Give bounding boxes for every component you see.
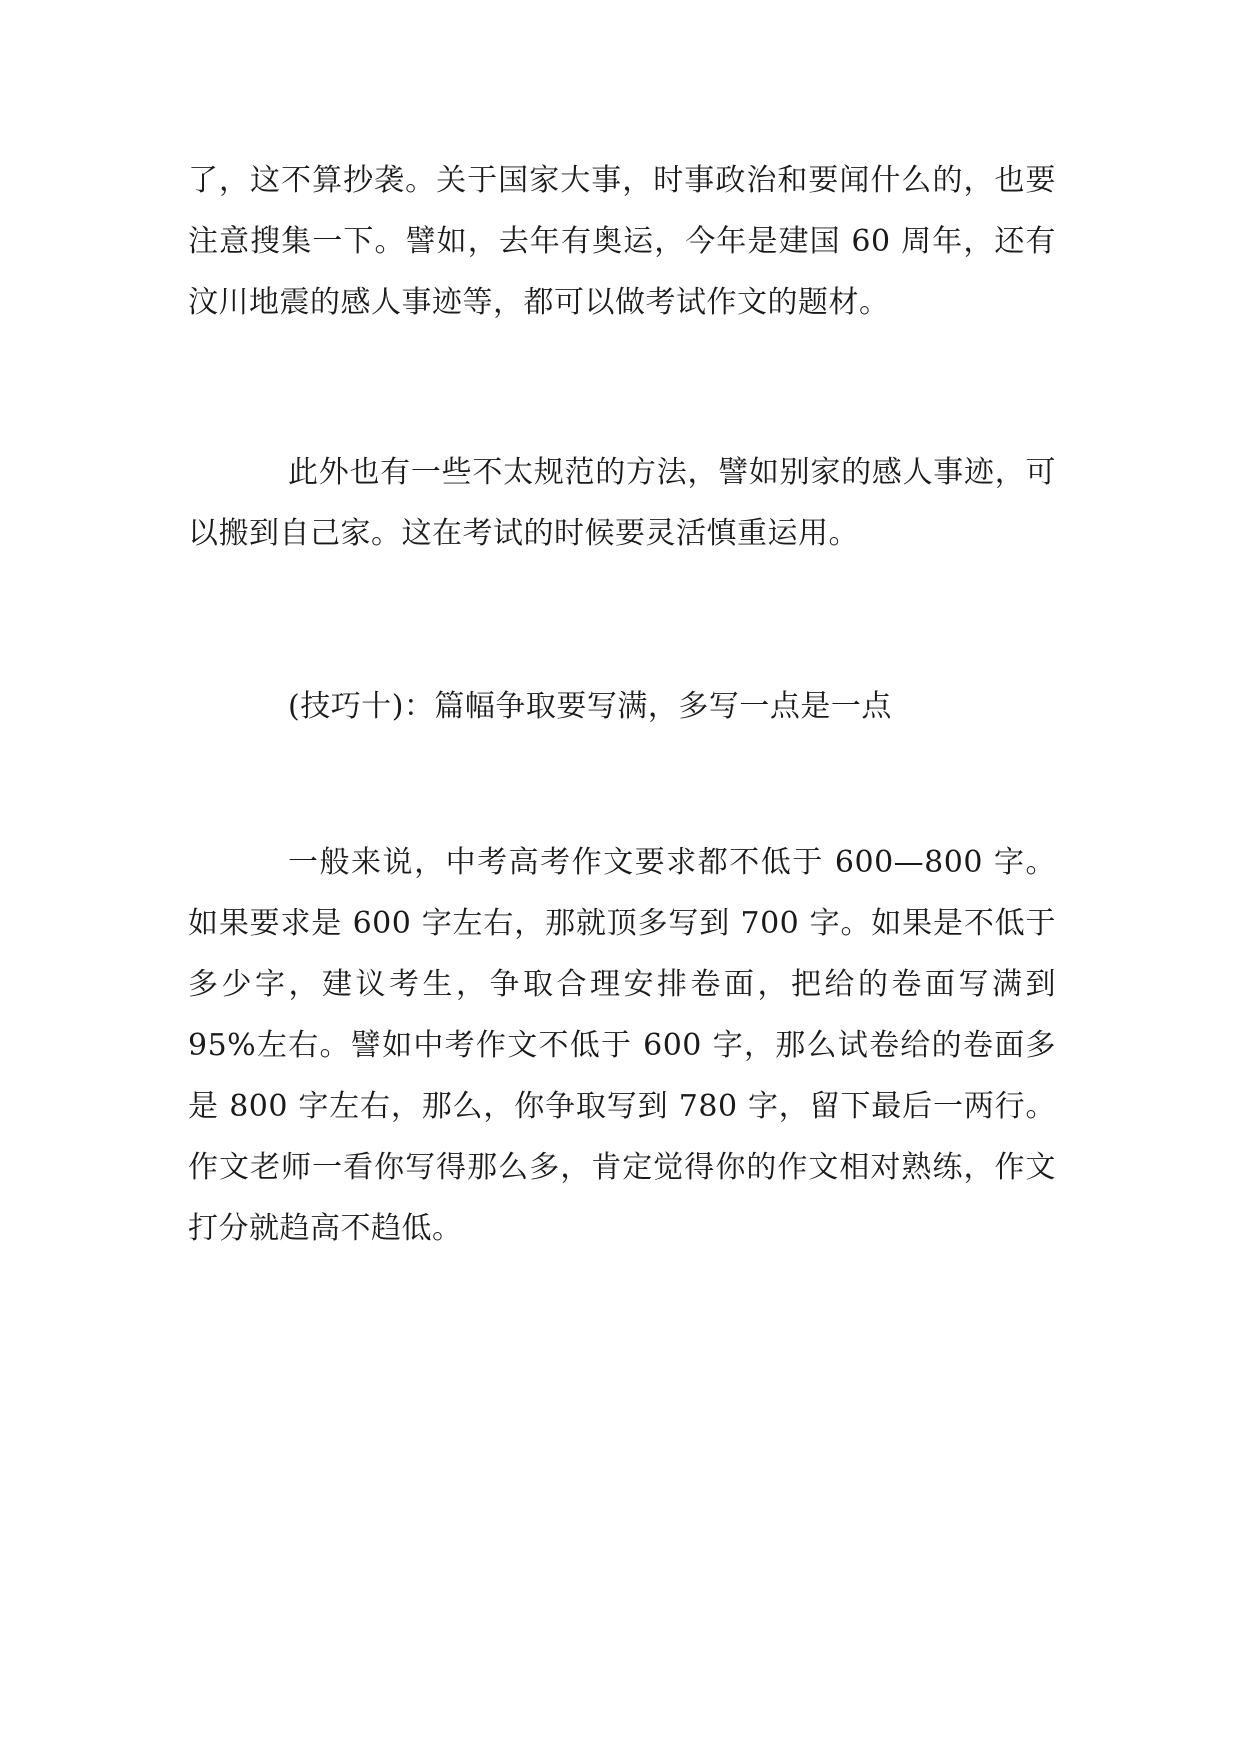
section-heading-tip-ten: (技巧十)：篇幅争取要写满，多写一点是一点 bbox=[288, 689, 892, 724]
paragraph-essay-length: 一般来说，中考高考作文要求都不低于 600—800 字。如果要求是 600 字左右，那就顶多写到 700 字。如果是不低于多少字，建议考生，争取合理安排卷面，把给的卷面写满到 95%左右。譬如中考作文不低于 600 字，那么试卷给的卷面多是 800 字左右，那么，你争取写到 780 字，留下最后一两行。作文老师一看你写得那么多，肯定觉得你的作文相对熟练，作文打分就趋高不趋低。 bbox=[188, 845, 1056, 1246]
paragraph-continuation: 了，这不算抄袭。关于国家大事，时事政治和要闻什么的，也要注意搜集一下。譬如，去年有奥运，今年是建国 60 周年，还有汶川地震的感人事迹等，都可以做考试作文的题材。 bbox=[188, 163, 1056, 320]
paragraph-alternative-methods: 此外也有一些不太规范的方法，譬如别家的感人事迹，可以搬到自己家。这在考试的时候要灵活慎重运用。 bbox=[188, 455, 1056, 551]
